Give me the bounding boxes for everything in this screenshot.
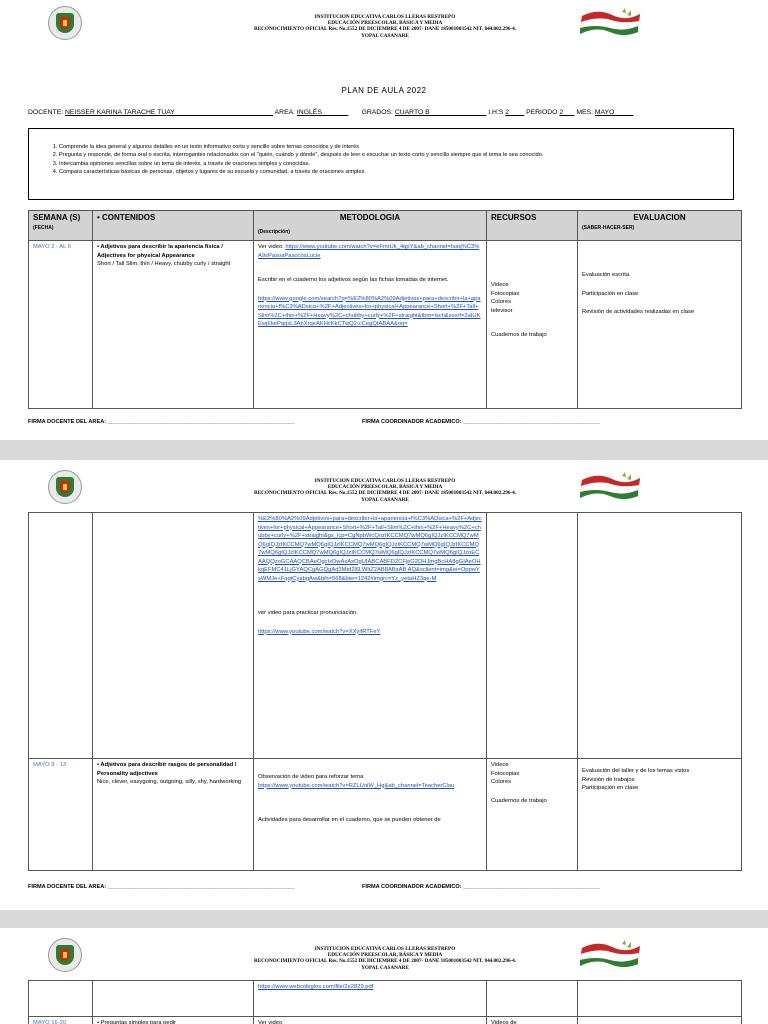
col-evaluacion: EVALUACION (SABER-HACER-SER): [578, 211, 742, 241]
resource-item: Videos: [491, 762, 509, 768]
images-link[interactable]: https://www.google.com/search?q=%E2%80%A2%09Adjetivos+para+describir+la+apariencia+f%C3%ADsica+%2F+Adjectives+for+physical+Appearance+Short+%2F+Tall+Slim%2C+thin+%2F+Heavy%2C+chubby+curly+%2F+straight&tbm=isch&sxsrf=2aIUKEwjFkePqqsL3AhXrqeAKHcKkCTwQ2-cCegQIABAA&oq=: [258, 295, 481, 327]
objectives-box: [28, 128, 734, 200]
area-label: AREA:: [274, 109, 296, 116]
resources-cell: [487, 241, 578, 409]
inst-line2: EDUCACIÓN PREESCOLAR, BÁSICA Y MEDIA: [327, 20, 443, 27]
page-header: [0, 2, 768, 46]
page-1: [0, 0, 768, 440]
docente-value: NEISSER KARINA TARACHE TUAY: [65, 109, 175, 116]
method-cell: [254, 513, 487, 759]
mes-label: MES:: [576, 109, 593, 116]
resource-item: Fotocopias: [491, 290, 520, 297]
objective-item: 3. Intercambia opiniones sencillas sobre un tema de interés, a través de oraciones simples y conocidas.: [59, 160, 733, 168]
content-text: Nice, clever, easygoing, outgoing, silly, shy, hardworking: [97, 779, 242, 785]
method-cell: [254, 241, 487, 409]
content-cell: [93, 241, 254, 409]
week-date: MAYO 9 - 13: [29, 759, 93, 871]
plan-title: PLAN DE AULA 2022: [341, 86, 427, 95]
flag-icon: [578, 6, 642, 40]
periodo-value: 2: [559, 109, 564, 116]
page-header: [0, 466, 768, 510]
method-cell: [254, 759, 487, 871]
objective-item: 1. Comprende la idea general y algunos detalles en un texto informativo corto y sencillo sobre temas conocidos y de interés: [59, 143, 733, 151]
evaluation-item: Participación en clase: [582, 785, 639, 791]
teacher-info-line: DOCENTE: NEISSER KARINA TARACHE TUAY__________________________ AREA: INGLÉS_______ GRADOS: CUARTO B_______________ I.H.S 2____ PERIODO 2___ MES: MAYO_____: [28, 109, 634, 116]
table-row: [29, 759, 742, 871]
table-row: [29, 981, 742, 1017]
table-header-row: [29, 211, 742, 241]
docente-label: DOCENTE:: [28, 109, 64, 116]
video-link[interactable]: https://www.youtube.com/watch?v=RZLUoiW_Hg&ab_channel=TeacherClau: [258, 782, 455, 789]
worksheet-link[interactable]: https://www.webcoleglos.com/file/2e2829.pdf: [258, 984, 374, 990]
col-recursos: RECURSOS: [487, 211, 578, 241]
inst-line4: YOPAL CASANARE: [361, 32, 409, 39]
inst-line2: EDUCACIÓN PREESCOLAR, BÁSICA Y MEDIA: [327, 484, 443, 491]
school-crest-icon: [48, 470, 82, 504]
periodo-label: PERIODO: [526, 109, 558, 116]
inst-line4: YOPAL CASANARE: [361, 964, 409, 971]
inst-line1: INSTITUCION EDUCATIVA CARLOS LLERAS RESTREPO: [314, 14, 456, 20]
evaluation-item: Revisión de actividades realizadas en clase: [582, 309, 695, 315]
resource-item: televisor: [491, 307, 513, 314]
inst-line4: YOPAL CASANARE: [361, 496, 409, 503]
pronunciation-instruction: ver video para practicar pronunciación.: [258, 610, 358, 616]
inst-line3: RECONOCIMIENTO OFICIAL Res. No.1552 DE DICIEMBRE 4 DE 2007- DANE 185001003542 NIT. 844.002.296-4.: [253, 26, 517, 33]
school-crest-icon: [48, 6, 82, 40]
content-text: Short / Tall Slim, thin / Heavy, chubby curly / straight: [97, 261, 231, 267]
activities-instruction: Actividades para desarrollar en el cuaderno, que se pueden obtener de: [258, 817, 441, 823]
pronunciation-link[interactable]: https://www.youtube.com/watch?v=XXyifRTFeY: [258, 628, 381, 635]
objective-item: 4. Compara características básicas de personas, objetos y lugares de su escuela y comunidad, a través de oraciones simples.: [59, 168, 733, 176]
ihs-value: 2: [505, 109, 510, 116]
signature-line: FIRMA DOCENTE DEL AREA: ____________________________________________________________ FIRMA COORDINADOR ACADEMICO: ____________________________________________: [28, 419, 601, 425]
resource-item: Colores: [491, 299, 511, 305]
evaluation-cell: [578, 759, 742, 871]
inst-line1: INSTITUCION EDUCATIVA CARLOS LLERAS RESTREPO: [314, 478, 456, 484]
content-title: • Preguntas simples para pedir: [93, 1017, 254, 1024]
page-2: [0, 460, 768, 910]
signature-docente-label: FIRMA DOCENTE DEL AREA:: [28, 419, 107, 425]
ihs-label: I.H.S: [488, 109, 504, 116]
col-semana: SEMANA (S) (FECHA): [29, 211, 93, 241]
content-title: • Adjetivos para describir la apariencia física / Adjectives for physical Appearance: [97, 244, 223, 259]
page-header: [0, 934, 768, 978]
evaluation-cell: [578, 241, 742, 409]
school-crest-icon: [48, 938, 82, 972]
col-contenidos: • CONTENIDOS: [93, 211, 254, 241]
institution-heading: [170, 14, 600, 39]
evaluation-item: Revisión de trabajos: [582, 776, 635, 783]
inst-line3: RECONOCIMIENTO OFICIAL Res. No.1552 DE DICIEMBRE 4 DE 2007- DANE 185001003542 NIT. 844.002.296-4.: [253, 490, 517, 497]
signature-coordinador-label: FIRMA COORDINADOR ACADEMICO:: [362, 884, 462, 890]
table-row: [29, 513, 742, 759]
inst-line1: INSTITUCION EDUCATIVA CARLOS LLERAS RESTREPO: [314, 946, 456, 952]
institution-heading: [170, 946, 600, 971]
objective-item: 2. Pregunta y responde, de forma oral o escrita, interrogantes relacionados con el "quién, cuándo y dónde", después de leer o escuchar un texto corto y sencillo siempre que el tema le sea conocido.: [59, 151, 733, 159]
grados-value: CUARTO B: [394, 109, 430, 116]
resource-item: Colores: [491, 779, 511, 785]
week-date: MAYO 16-20: [29, 1017, 93, 1024]
writing-instruction: Escribir en el cuaderno los adjetivos según las fichas tomadas de internet.: [258, 277, 449, 283]
signature-line: FIRMA DOCENTE DEL AREA: ____________________________________________________________ FIRMA COORDINADOR ACADEMICO: ____________________________________________: [28, 884, 601, 890]
col-metodologia: METODOLOGIA (Descripción): [254, 211, 487, 241]
content-cell: [93, 759, 254, 871]
observation-instruction: Observación de video para reforzar tema: [258, 774, 364, 780]
method-cell: [254, 981, 487, 1017]
flag-icon: [578, 938, 642, 972]
evaluation-item: Evaluación del taller y de los temas vistos: [582, 768, 690, 774]
area-value: INGLÉS: [296, 109, 322, 116]
inst-line3: RECONOCIMIENTO OFICIAL Res. No.1552 DE DICIEMBRE 4 DE 2007- DANE 185001003542 NIT. 844.002.296-4.: [253, 958, 517, 965]
images-link-continued[interactable]: %E2%80%A2%09Adjetivos+para+describir+la+apariencia+f%C3%ADsica+%2F+Adjectives+for+physical+Appearance+Short+%2F+Tall+Slim%2C+thin+%2F+Heavy%2C+chubby+curly+%2F+straight&gs_lcp=CgNpbWcQozIKCCMQ7wMQ6gIQJzIKCCMQ7wMQ6gIQJzIKCCMQ7wMQ6gIQJzIKCCMQ7wMQ6gIQJzIKCCMQ7wMQ6gIQJzIKCCMQ7wMQ6gIQJzIKCCMQ7wMQ6gIQJzIKCCMQ7wMQ6gIQJzIKCCMQ7wMQ6gIQJzoECAAQQzoGCAAQCBAeOgcIxDwAxAxOgUIABCABFD2CFjeG2DHJmgBcHA8gGIAeOHkqEFMC41LjGYAQCgAGQgAd3Mtd2l6LWltZ2AB8ABsAB AQ&sclient=img&ei=OppwYsWMJe+FqqtCyabgAw&bih=568&biw=1242#imgrc=Yz_yetaHZ3qe-M: [258, 516, 482, 582]
resource-item: Cuadernos de trabajo: [491, 797, 547, 804]
flag-icon: [578, 470, 642, 504]
content-title: • Adjetivos para describir rasgos de personalidad / Personality adjectives: [97, 762, 237, 777]
signature-docente-label: FIRMA DOCENTE DEL AREA:: [28, 884, 107, 890]
plan-table-3: [28, 980, 742, 1024]
resource-item: Videos: [491, 282, 509, 288]
resources-cell: Videos de: [487, 1017, 578, 1024]
table-row: [29, 1017, 742, 1024]
grados-label: GRADOS:: [361, 109, 393, 116]
institution-heading: [170, 478, 600, 503]
mes-value: MAYO: [594, 109, 615, 116]
week-date: MAYO 2 - AL 6: [29, 241, 93, 409]
signature-coordinador-label: FIRMA COORDINADOR ACADEMICO:: [362, 419, 462, 425]
plan-table-1: [28, 210, 742, 409]
method-cell: Ver video: [254, 1017, 487, 1024]
table-row: [29, 241, 742, 409]
plan-table-2: [28, 512, 742, 871]
evaluation-item: Participación en clase: [582, 290, 639, 297]
inst-line2: EDUCACIÓN PREESCOLAR, BÁSICA Y MEDIA: [327, 952, 443, 959]
resources-cell: [487, 759, 578, 871]
video-link[interactable]: https://www.youtube.com/watch?v=eFmrUk_4qpY&ab_channel=Isaq%C3%A9sPasoaPasocosLucie: [258, 244, 480, 259]
ver-video-label: Ver video:: [258, 244, 284, 250]
resource-item: Fotocopias: [491, 770, 520, 777]
evaluation-item: Evaluación escrita.: [582, 272, 631, 278]
page-3: [0, 928, 768, 1024]
resource-item: Cuadernos de trabajo: [491, 332, 547, 338]
